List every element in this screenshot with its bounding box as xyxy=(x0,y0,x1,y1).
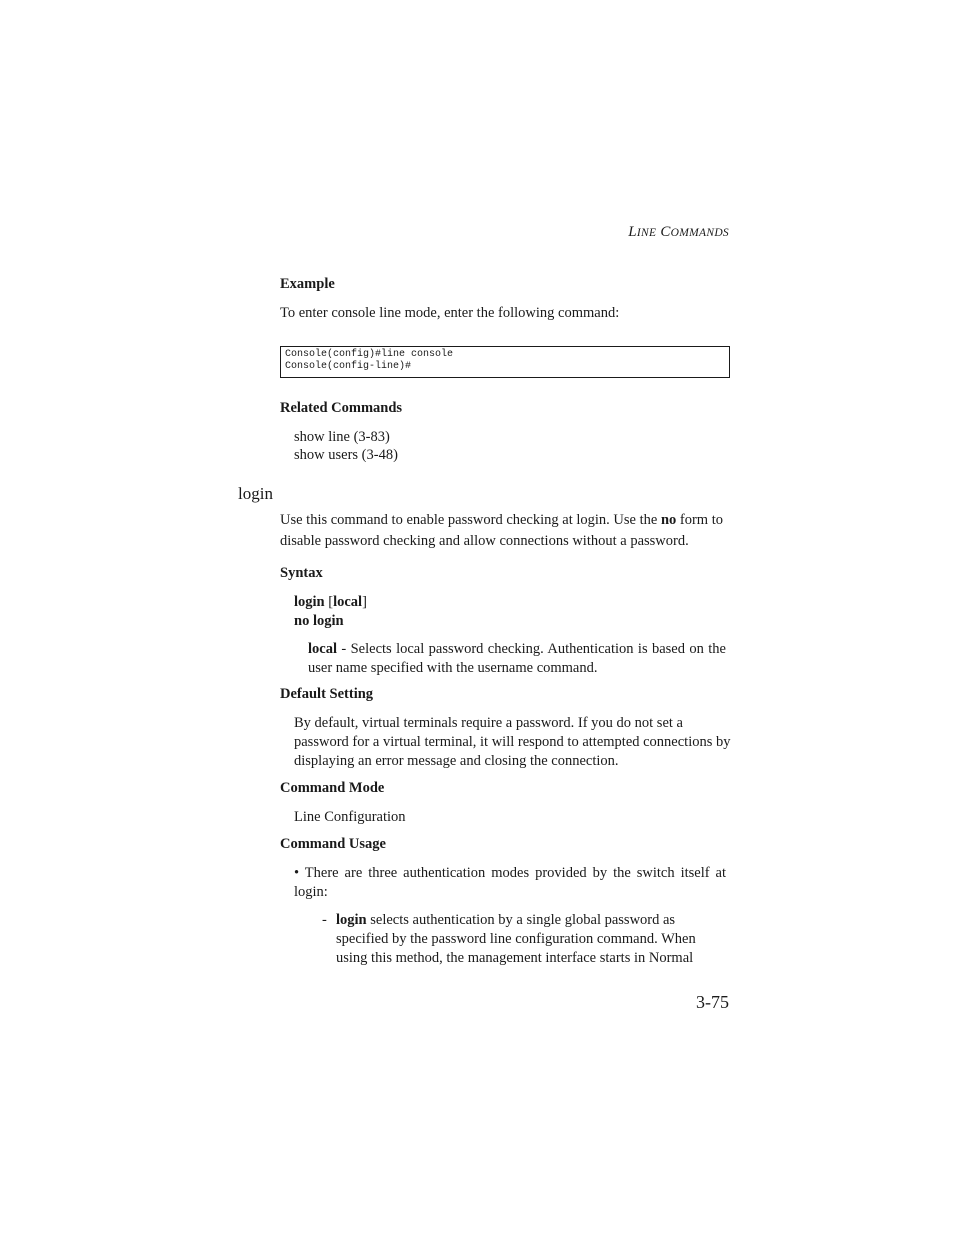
usage-bullet: • There are three authentication modes provided by the switch itself at login: xyxy=(294,865,726,900)
command-mode-text: Line Configuration xyxy=(294,809,406,825)
code-line: Console(config-line)# xyxy=(285,361,412,372)
usage-subitem: login selects authentication by a single global password as specified by the password line configuration command. When using this method, the management interface starts in Normal xyxy=(336,912,696,966)
syntax-line: login [local] xyxy=(294,594,367,610)
running-header: LINE COMMANDS xyxy=(628,224,729,240)
related-command-item: show line (3-83) xyxy=(294,429,390,445)
list-dash: - xyxy=(322,912,327,928)
command-usage-heading: Command Usage xyxy=(280,836,386,852)
default-setting-heading: Default Setting xyxy=(280,686,374,702)
command-mode-heading: Command Mode xyxy=(280,780,385,796)
example-intro: To enter console line mode, enter the following command: xyxy=(280,305,620,321)
code-line: Console(config)#line console xyxy=(285,349,454,360)
parameter-description: local - Selects local password checking. Authentication is based on the user name specified with the username command. xyxy=(308,641,726,676)
example-heading: Example xyxy=(280,276,335,292)
syntax-heading: Syntax xyxy=(280,565,323,581)
related-command-item: show users (3-48) xyxy=(294,447,398,463)
related-commands-heading: Related Commands xyxy=(280,400,403,416)
page-number: 3-75 xyxy=(696,992,729,1012)
login-description: Use this command to enable password checking at login. Use the no form to disable password checking and allow connections without a password. xyxy=(280,512,723,549)
default-setting-text: By default, virtual terminals require a password. If you do not set a password for a virtual terminal, it will respond to attempted connections by displaying an error message and closing the connection. xyxy=(294,715,731,769)
section-title: login xyxy=(238,484,273,503)
code-block xyxy=(280,346,730,378)
syntax-line: no login xyxy=(294,613,344,629)
